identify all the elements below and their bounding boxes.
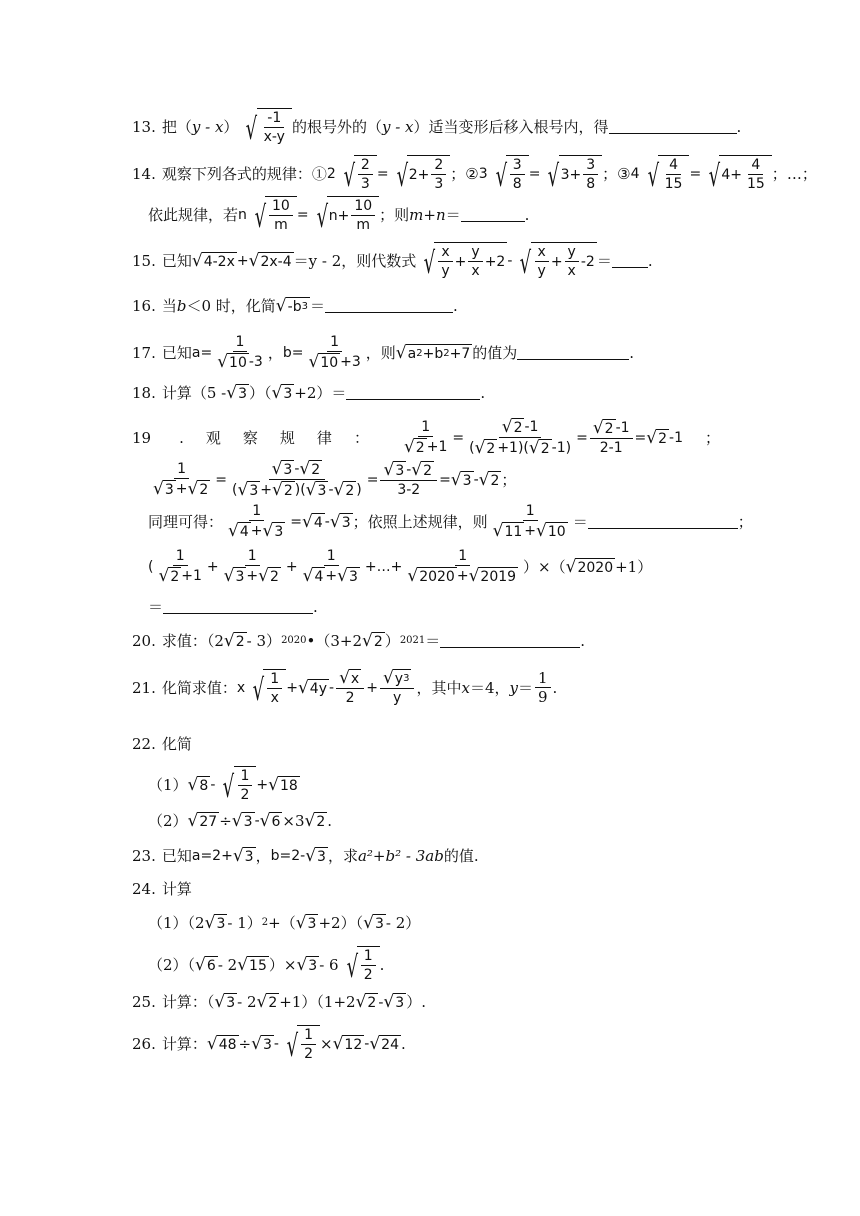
question-21: 21. 化简求值： x √ $\frac{1}{x}$ + √ 4y - √ x 2 + √ y 3 y ，其中 x ＝4， y ＝ $\frac{1}{9}$ . [132, 668, 558, 708]
question-14-line2: 依此规律，若 n √ $\frac{10}{m}$ = √ n+ $\frac{10}{m}$ ；则 m+n ＝ . [148, 198, 530, 235]
question-19-line5: ＝ . [148, 597, 318, 616]
question-19-line3: 同理可得： 1 √ 4 + √ 3 = √ 4 - √ 3 ；依照上述规律，则 1 √ 11 + √ 10 ＝ ； [148, 503, 753, 541]
answer-blank[interactable] [461, 207, 525, 222]
question-13: 13. 把（ y - x ） √ $\frac{-1}{x-y}$ 的根号外的（ y - x ）适当变形后移入根号内，得 . [132, 110, 742, 147]
question-15: 15. 已知 √ 4-2x + √ 2x-4 ＝y - 2，则代数式 √ $\frac{x}{y}$ + $\frac{y}{x}$ +2 - √ $\frac{x}{y}$ + $\frac{y}{x}$ -2 ＝ . [132, 244, 653, 281]
question-24-part1: （1）（2 √ 3 - 1） 2 +（ √ 3 +2）（ √ 3 - 2） [148, 912, 421, 933]
question-25: 25. 计算：（ √ 3 - 2 √ 2 +1）（1+2 √ 2 - √ 3 ）. [132, 991, 426, 1012]
answer-blank[interactable] [588, 514, 738, 529]
answer-blank[interactable] [325, 298, 453, 313]
question-17: 17. 已知 a= 1 √ 10 -3 ， b= 1 √ 10 +3 ，则 √ a 2 +b 2 +7 的值为 . [132, 334, 635, 372]
question-18: 18. 计算（5 - √ 3 ）（ √ 3 +2）＝ . [132, 382, 486, 403]
answer-blank[interactable] [163, 599, 313, 614]
question-23: 23. 已知 a=2+ √ 3 ， b=2- √ 3 ，求 a²+b² - 3ab 的值. [132, 845, 479, 866]
question-22-part2: （2） √ 27 ÷ √ 3 - √ 6 ×3 √ 2 . [148, 810, 333, 831]
question-19: 19 . 观 察 规 律 ： 1 √ 2 +1 = √ 2 -1 ( √ 2 +1)( √ 2 -1) = √ 2 -1 2-1 = √ 2 -1 ； [132, 417, 721, 458]
sqrt: √ $\frac{-1}{x-y}$ [238, 108, 292, 145]
answer-blank[interactable] [440, 633, 580, 648]
question-26: 26. 计算： √ 48 ÷ √ 3 - √ $\frac{1}{2}$ × √ 12 - √ 24 . [132, 1027, 406, 1064]
question-14: 14. 观察下列各式的规律：① 2 √ $\frac{2}{3}$ = √ 2+ $\frac{2}{3}$ ； ② 3 √ $\frac{3}{8}$ = √ 3+ $\frac{3}{8}$ ； ③ 4 √ $\frac{4}{15}$ = √ 4+ $\frac{4}{15}$ ； …； [132, 157, 817, 194]
question-19-line4: ( 1 √ 2 +1 + 1 √ 3 + √ 2 + 1 √ 4 + √ 3 +…+ 1 √ 2020 + √ 2019 ）×（ √ 2020 +1） [148, 548, 653, 586]
question-24: 24. 计算 [132, 879, 192, 898]
answer-blank[interactable] [609, 119, 737, 134]
question-16: 16. 当 b ＜0 时，化简 √ -b 3 ＝ . [132, 295, 458, 316]
question-22-part1: （1） √ 8 - √ $\frac{1}{2}$ + √ 18 [148, 768, 298, 805]
answer-blank[interactable] [346, 385, 480, 400]
question-20: 20. 求值：（2 √ 2 - 3） 2020 •（3+2 √ 2 ） 2021 ＝ . [132, 630, 586, 651]
question-19-line2: 1 √ 3 + √ 2 = √ 3 - √ 2 ( √ 3 + √ 2 )( √ 3 - √ 2 ) = √ 3 - √ 2 3-2 = √ 3 - √ 2 ； [153, 459, 517, 500]
answer-blank[interactable] [517, 345, 629, 360]
answer-blank[interactable] [612, 253, 648, 268]
question-22: 22. 化简 [132, 734, 192, 753]
question-24-part2: （2）（ √ 6 - 2 √ 15 ）× √ 3 - 6 √ $\frac{1}{2}$ . [148, 948, 385, 985]
